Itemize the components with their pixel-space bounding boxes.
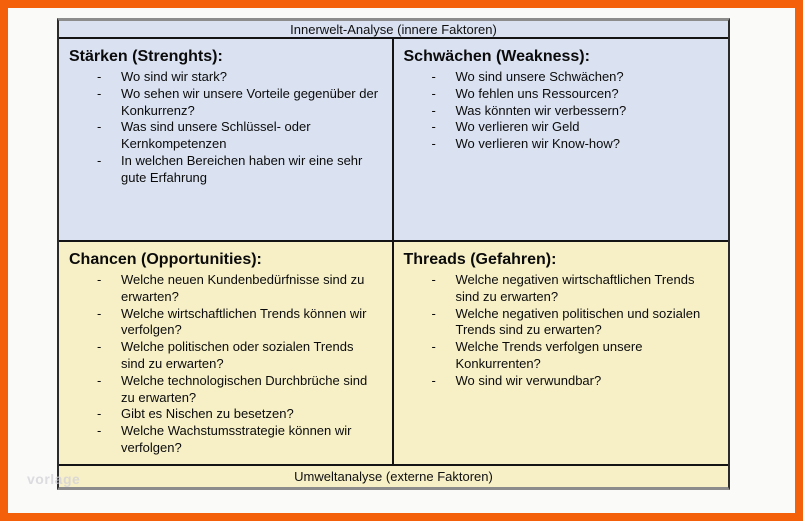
bullet-item — [69, 69, 384, 86]
dash-bullet: - — [97, 152, 102, 168]
strengths-title: Stärken (Strenghts): — [69, 48, 223, 65]
bullet-item — [404, 373, 721, 390]
bullet-text: Was könnten wir verbessern? — [455, 102, 627, 118]
bullet-item — [69, 406, 384, 423]
quadrant-weaknesses — [394, 39, 729, 240]
dash-bullet: - — [431, 69, 436, 84]
bullet-item — [69, 306, 384, 340]
threats-title: Threads (Gefahren): — [403, 251, 557, 268]
external-quadrant-row — [59, 242, 728, 466]
bullet-text: Welche politischen oder sozialen Trends sind zu erwarten? — [121, 339, 354, 371]
external-analysis-footer — [59, 466, 728, 487]
internal-analysis-label: Innerwelt-Analyse (innere Faktoren) — [290, 21, 497, 37]
opportunities-list — [69, 272, 384, 457]
bullet-item — [404, 119, 721, 136]
bullet-item — [404, 272, 721, 306]
bullet-text: Wo sind wir verwundbar? — [455, 372, 602, 388]
dash-bullet: - — [431, 372, 436, 388]
strengths-list — [69, 69, 384, 187]
bullet-text: Wo sind unsere Schwächen? — [455, 69, 624, 84]
bullet-text: Was sind unsere Schlüssel- oder Kernkompetenzen — [121, 119, 311, 152]
dash-bullet: - — [97, 69, 102, 84]
dash-bullet: - — [431, 136, 436, 152]
bullet-text: Gibt es Nischen zu besetzen? — [121, 406, 294, 422]
dash-bullet: - — [97, 423, 102, 439]
bullet-item — [69, 339, 384, 373]
bullet-item — [69, 119, 384, 153]
bullet-item — [69, 272, 384, 306]
dash-bullet: - — [97, 119, 102, 135]
bullet-item — [404, 103, 721, 120]
dash-bullet: - — [431, 102, 436, 118]
bullet-text: Wo verlieren wir Geld — [455, 119, 580, 135]
opportunities-title: Chancen (Opportunities): — [69, 251, 262, 268]
dash-bullet: - — [97, 406, 102, 422]
dash-bullet: - — [97, 372, 102, 388]
bullet-text: Welche technologischen Durchbrüche sind zu erwarten? — [121, 372, 368, 405]
watermark-text: vorlage — [27, 471, 81, 487]
bullet-text: Wo verlieren wir Know-how? — [455, 136, 620, 152]
external-analysis-label: Umweltanalyse (externe Faktoren) — [294, 469, 493, 484]
quadrant-opportunities — [59, 242, 394, 464]
dash-bullet: - — [97, 339, 102, 355]
bullet-item — [69, 86, 384, 120]
bullet-text: Welche wirtschaftlichen Trends können wir verfolgen? — [121, 305, 367, 338]
threats-list — [404, 272, 721, 390]
dash-bullet: - — [431, 305, 436, 321]
dash-bullet: - — [97, 85, 102, 101]
weaknesses-title: Schwächen (Weakness): — [403, 48, 590, 65]
dash-bullet: - — [431, 119, 436, 135]
dash-bullet: - — [431, 85, 436, 101]
quadrant-threats — [394, 242, 729, 464]
quadrant-strengths — [59, 39, 394, 240]
weaknesses-list — [404, 69, 721, 153]
bullet-item — [404, 339, 721, 373]
bullet-text: Welche neuen Kundenbedürfnisse sind zu erwarten? — [121, 272, 365, 304]
bullet-text: Wo fehlen uns Ressourcen? — [455, 85, 619, 101]
bullet-item — [69, 423, 384, 457]
bullet-item — [404, 69, 721, 86]
bullet-item — [69, 373, 384, 407]
bullet-item — [404, 86, 721, 103]
bullet-text: Wo sind wir stark? — [121, 69, 227, 84]
dash-bullet: - — [97, 305, 102, 321]
dash-bullet: - — [97, 272, 102, 287]
bullet-text: Welche Trends verfolgen unsere Konkurrenten? — [455, 339, 643, 371]
swot-matrix — [57, 18, 730, 490]
bullet-text: Wo sehen wir unsere Vorteile gegenüber der Konkurrenz? — [121, 85, 379, 118]
dash-bullet: - — [431, 339, 436, 355]
mat-background — [8, 8, 795, 513]
bullet-item — [404, 136, 721, 153]
bullet-text: Welche negativen politischen und sozialen Trends sind zu erwarten? — [455, 305, 701, 338]
bullet-item — [69, 153, 384, 187]
bullet-text: Welche Wachstumsstrategie können wir verfolgen? — [121, 423, 352, 455]
bullet-item — [404, 306, 721, 340]
bullet-text: Welche negativen wirtschaftlichen Trends sind zu erwarten? — [455, 272, 695, 304]
internal-analysis-header — [59, 21, 728, 39]
bullet-text: In welchen Bereichen haben wir eine sehr gute Erfahrung — [121, 152, 363, 185]
internal-quadrant-row — [59, 39, 728, 242]
dash-bullet: - — [431, 272, 436, 287]
